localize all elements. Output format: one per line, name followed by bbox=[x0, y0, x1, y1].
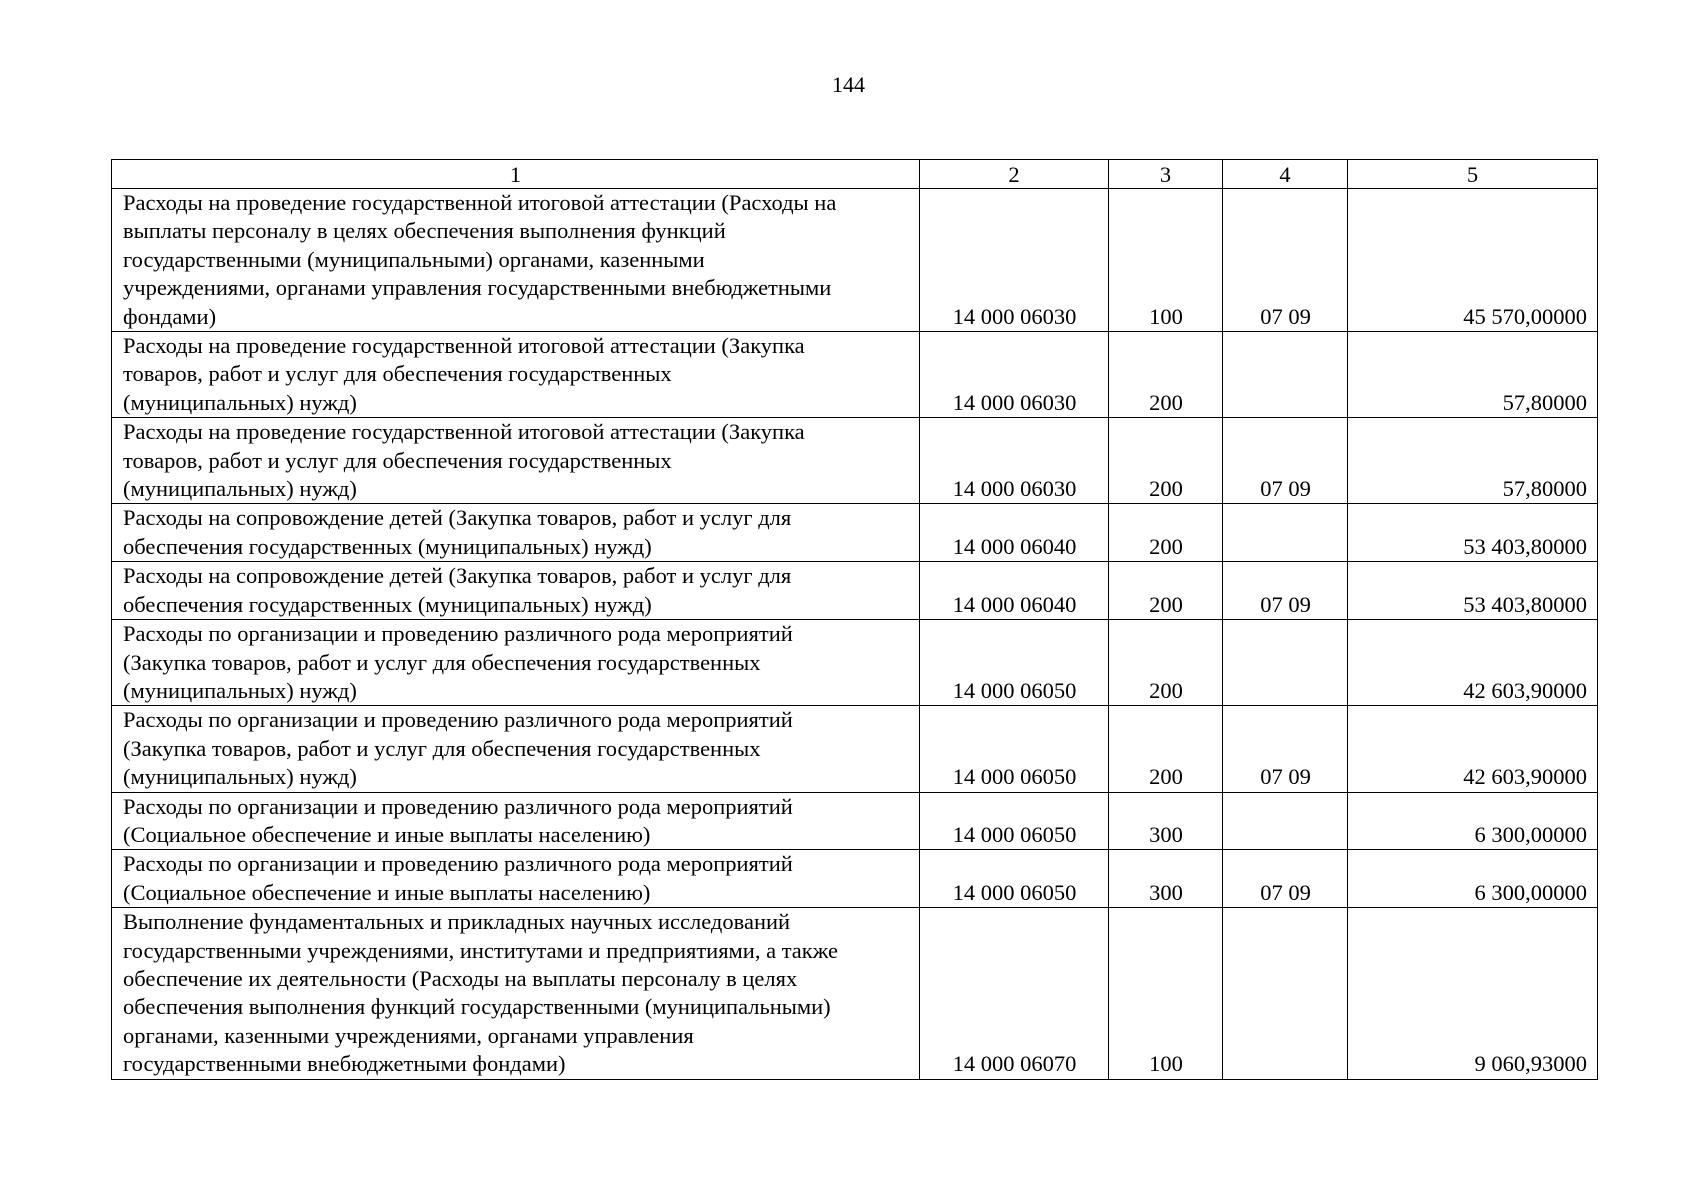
header-col-1: 1 bbox=[112, 160, 920, 189]
row-expense-type: 100 bbox=[1109, 189, 1223, 332]
page-number: 144 bbox=[832, 72, 865, 97]
description-line: Расходы на проведение государственной итоговой аттестации (Закупка bbox=[123, 333, 805, 359]
row-amount: 57,80000 bbox=[1348, 332, 1598, 418]
description-line: Расходы по организации и проведению различного рода мероприятий bbox=[123, 793, 793, 819]
row-section: 07 09 bbox=[1223, 562, 1348, 620]
header-col-4: 4 bbox=[1223, 160, 1348, 189]
description-line: Расходы на проведение государственной итоговой аттестации (Закупка bbox=[123, 419, 805, 445]
description-line: учреждениями, органами управления государственными внебюджетными bbox=[123, 275, 832, 301]
description-line: фондами) bbox=[123, 303, 217, 329]
description-line: Расходы на сопровождение детей (Закупка товаров, работ и услуг для bbox=[123, 505, 792, 531]
description-line: (муниципальных) нужд) bbox=[123, 764, 357, 790]
row-target-code: 14 000 06050 bbox=[920, 706, 1109, 792]
row-description bbox=[112, 189, 920, 332]
row-description bbox=[112, 792, 920, 850]
row-description bbox=[112, 908, 920, 1079]
table-row bbox=[112, 418, 1598, 504]
row-amount: 53 403,80000 bbox=[1348, 504, 1598, 562]
description-line: Расходы по организации и проведению различного рода мероприятий bbox=[123, 851, 793, 877]
description-line: (муниципальных) нужд) bbox=[123, 389, 357, 415]
description-line: (Закупка товаров, работ и услуг для обеспечения государственных bbox=[123, 735, 761, 761]
row-description bbox=[112, 562, 920, 620]
row-section: 07 09 bbox=[1223, 850, 1348, 908]
description-line: обеспечения выполнения функций государственными (муниципальными) bbox=[123, 994, 831, 1020]
table-row bbox=[112, 792, 1598, 850]
row-section bbox=[1223, 620, 1348, 706]
description-line: товаров, работ и услуг для обеспечения государственных bbox=[123, 447, 672, 473]
description-line: Расходы на проведение государственной итоговой аттестации (Расходы на bbox=[123, 190, 837, 215]
row-section: 07 09 bbox=[1223, 189, 1348, 332]
header-col-3: 3 bbox=[1109, 160, 1223, 189]
row-target-code: 14 000 06050 bbox=[920, 620, 1109, 706]
row-target-code: 14 000 06050 bbox=[920, 850, 1109, 908]
description-line: (Социальное обеспечение и иные выплаты населению) bbox=[123, 821, 651, 847]
table-row bbox=[112, 189, 1598, 332]
row-amount: 57,80000 bbox=[1348, 418, 1598, 504]
row-section bbox=[1223, 332, 1348, 418]
table-row bbox=[112, 332, 1598, 418]
description-line: государственными учреждениями, институтами и предприятиями, а также bbox=[123, 937, 838, 963]
description-line: органами, казенными учреждениями, органами управления bbox=[123, 1022, 694, 1048]
description-line: (Закупка товаров, работ и услуг для обеспечения государственных bbox=[123, 649, 761, 675]
row-description bbox=[112, 706, 920, 792]
description-line: государственными внебюджетными фондами) bbox=[123, 1051, 566, 1077]
table-row bbox=[112, 620, 1598, 706]
row-target-code: 14 000 06030 bbox=[920, 189, 1109, 332]
description-line: обеспечение их деятельности (Расходы на выплаты персоналу в целях bbox=[123, 965, 798, 991]
row-section: 07 09 bbox=[1223, 706, 1348, 792]
row-section bbox=[1223, 504, 1348, 562]
row-target-code: 14 000 06040 bbox=[920, 504, 1109, 562]
description-line: (муниципальных) нужд) bbox=[123, 677, 357, 703]
table-row bbox=[112, 562, 1598, 620]
table-row bbox=[112, 504, 1598, 562]
budget-table bbox=[111, 159, 1598, 1080]
description-line: Расходы по организации и проведению различного рода мероприятий bbox=[123, 707, 793, 733]
table-header-row bbox=[112, 160, 1598, 189]
row-section bbox=[1223, 908, 1348, 1079]
row-amount: 42 603,90000 bbox=[1348, 620, 1598, 706]
row-amount: 6 300,00000 bbox=[1348, 792, 1598, 850]
row-description bbox=[112, 504, 920, 562]
row-amount: 42 603,90000 bbox=[1348, 706, 1598, 792]
description-line: товаров, работ и услуг для обеспечения государственных bbox=[123, 361, 672, 387]
description-line: Расходы на сопровождение детей (Закупка товаров, работ и услуг для bbox=[123, 563, 792, 589]
row-section: 07 09 bbox=[1223, 418, 1348, 504]
row-expense-type: 300 bbox=[1109, 792, 1223, 850]
table-row bbox=[112, 706, 1598, 792]
description-line: (муниципальных) нужд) bbox=[123, 476, 357, 502]
row-amount: 6 300,00000 bbox=[1348, 850, 1598, 908]
description-line: государственными (муниципальными) органами, казенными bbox=[123, 246, 705, 272]
row-target-code: 14 000 06030 bbox=[920, 332, 1109, 418]
row-target-code: 14 000 06040 bbox=[920, 562, 1109, 620]
description-line: (Социальное обеспечение и иные выплаты населению) bbox=[123, 879, 651, 905]
row-expense-type: 300 bbox=[1109, 850, 1223, 908]
row-expense-type: 200 bbox=[1109, 562, 1223, 620]
row-expense-type: 200 bbox=[1109, 706, 1223, 792]
row-target-code: 14 000 06050 bbox=[920, 792, 1109, 850]
row-description bbox=[112, 620, 920, 706]
description-line: Выполнение фундаментальных и прикладных научных исследований bbox=[123, 909, 791, 935]
header-col-5: 5 bbox=[1348, 160, 1598, 189]
table-row bbox=[112, 850, 1598, 908]
description-line: обеспечения государственных (муниципальных) нужд) bbox=[123, 533, 652, 559]
description-line: выплаты персоналу в целях обеспечения выполнения функций bbox=[123, 218, 726, 244]
row-amount: 53 403,80000 bbox=[1348, 562, 1598, 620]
row-section bbox=[1223, 792, 1348, 850]
description-line: Расходы по организации и проведению различного рода мероприятий bbox=[123, 621, 793, 647]
description-line: обеспечения государственных (муниципальных) нужд) bbox=[123, 591, 652, 617]
row-target-code: 14 000 06030 bbox=[920, 418, 1109, 504]
row-expense-type: 200 bbox=[1109, 504, 1223, 562]
row-description bbox=[112, 850, 920, 908]
row-amount: 45 570,00000 bbox=[1348, 189, 1598, 332]
row-expense-type: 200 bbox=[1109, 620, 1223, 706]
row-expense-type: 200 bbox=[1109, 418, 1223, 504]
row-target-code: 14 000 06070 bbox=[920, 908, 1109, 1079]
row-description bbox=[112, 332, 920, 418]
row-expense-type: 200 bbox=[1109, 332, 1223, 418]
row-description bbox=[112, 418, 920, 504]
row-amount: 9 060,93000 bbox=[1348, 908, 1598, 1079]
row-expense-type: 100 bbox=[1109, 908, 1223, 1079]
table-row bbox=[112, 908, 1598, 1079]
header-col-2: 2 bbox=[920, 160, 1109, 189]
